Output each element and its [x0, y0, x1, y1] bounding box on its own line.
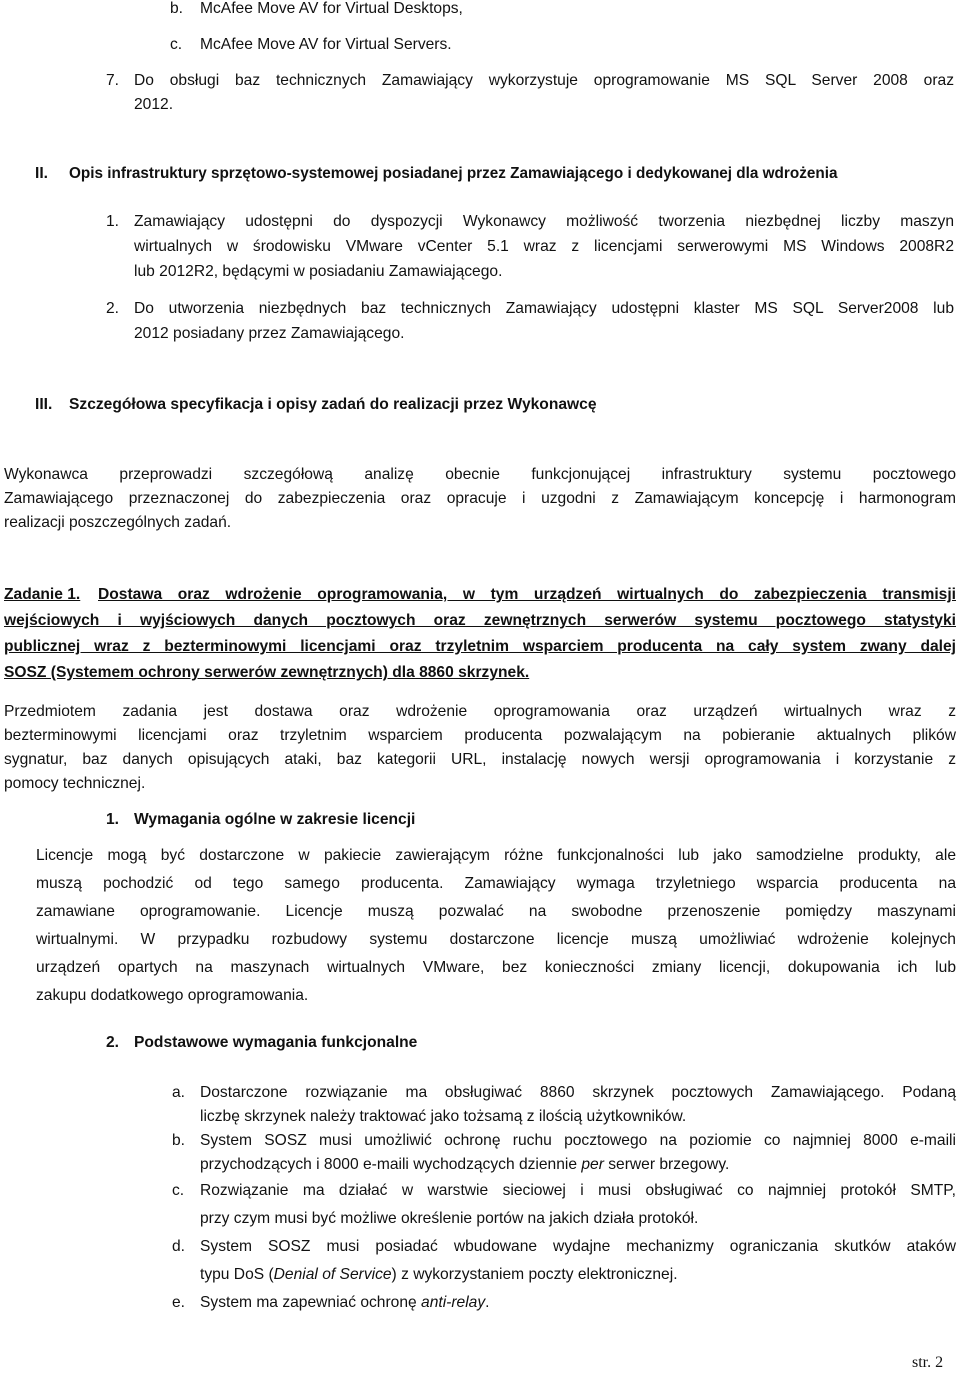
list-item-line: System SOSZ musi umożliwić ochronę ruchu pocztowego na poziomie co najmniej 8000 e-maili	[200, 1132, 956, 1149]
paragraph-line: Przedmiotem zadania jest dostawa oraz wdrożenie oprogramowania oraz urządzeń wirtualnych wraz z	[4, 703, 956, 720]
paragraph-line: sygnatur, baz danych opisujących ataki, baz kategorii URL, instalację nowych wersji oprogramowania i korzystanie z	[4, 751, 956, 768]
list-item-line	[200, 1156, 729, 1174]
paragraph-line: urządzeń opartych na maszynach wirtualnych VMware, bez konieczności zmiany licencji, dokupowania ich lub	[36, 959, 956, 976]
list-marker: a.	[172, 1084, 186, 1101]
list-item-line: System SOSZ musi posiadać wbudowane wydajne mechanizmy ograniczania skutków ataków	[200, 1238, 956, 1255]
item-text-line: Do utworzenia niezbędnych baz technicznych Zamawiający udostępni klaster MS SQL Server2008 lub	[134, 300, 954, 317]
text-run: System ma zapewniać ochronę	[200, 1294, 422, 1311]
paragraph-line: pomocy technicznej.	[4, 775, 146, 792]
page-number: str. 2	[912, 1354, 944, 1371]
list-item-text: McAfee Move AV for Virtual Desktops,	[200, 0, 463, 17]
list-marker: d.	[172, 1238, 186, 1255]
text-run: typu DoS (	[200, 1266, 274, 1283]
italic-run: anti-relay	[421, 1294, 486, 1311]
paragraph-line: Wykonawca przeprowadzi szczegółową analizę obecnie funkcjonującej infrastruktury systemu pocztowego	[4, 466, 956, 483]
text-run: serwer brzegowy.	[603, 1156, 730, 1173]
list-item-text: McAfee Move AV for Virtual Servers.	[200, 36, 452, 53]
paragraph-line: Zamawiającego przeznaczonej do zabezpieczenia oraz opracuje i uzgodni z Zamawiającym koncepcję i harmonogram	[4, 490, 956, 507]
item-text-line: Do obsługi baz technicznych Zamawiający wykorzystuje oprogramowanie MS SQL Server 2008 oraz	[134, 72, 954, 89]
paragraph-line: Licencje mogą być dostarczone w pakiecie zawierającym różne funkcjonalności lub jako samodzielne produkty, ale	[36, 847, 956, 864]
list-item-line: przy czym musi być możliwe określenie portów na jakich działa protokół.	[200, 1210, 699, 1227]
paragraph-line: realizacji poszczególnych zadań.	[4, 514, 232, 531]
text-run: ) z wykorzystaniem poczty elektronicznej.	[391, 1266, 678, 1283]
section-title: Opis infrastruktury sprzętowo-systemowej posiadanej przez Zamawiającego i dedykowanej dla wdrożenia	[69, 165, 838, 182]
list-marker: b.	[170, 0, 184, 17]
task-title-line: Dostawa oraz wdrożenie oprogramowania, w tym urządzeń wirtualnych do zabezpieczenia transmisji	[98, 586, 956, 603]
list-item-line: liczbę skrzynek należy traktować jako tożsamą z ilością użytkowników.	[200, 1108, 687, 1125]
text-run: przychodzących i 8000 e-maili wychodzących dziennie	[200, 1156, 582, 1173]
subsection-title: Podstawowe wymagania funkcjonalne	[134, 1034, 418, 1051]
text-run: .	[485, 1294, 490, 1311]
task-title-line: wejściowych i wyjściowych danych pocztowych oraz zewnętrznych serwerów systemu pocztowego statystyki	[4, 612, 956, 629]
item-marker: 7.	[106, 72, 120, 89]
subsection-marker: 1.	[106, 811, 120, 828]
italic-run: Denial of Service	[273, 1266, 392, 1283]
paragraph-line: bezterminowymi licencjami oraz trzyletnim wsparciem producenta pozwalającym na pobieranie aktualnych plików	[4, 727, 956, 744]
list-item-line	[200, 1294, 490, 1312]
section-marker: II.	[35, 165, 48, 182]
task-label: Zadanie 1.	[4, 586, 81, 603]
list-marker: b.	[172, 1132, 186, 1149]
task-title-line: SOSZ (Systemem ochrony serwerów zewnętrznych) dla 8860 skrzynek.	[4, 664, 530, 681]
list-marker: e.	[172, 1294, 186, 1311]
italic-run: per	[581, 1156, 604, 1173]
item-text-line: Zamawiający udostępni do dyspozycji Wykonawcy możliwość tworzenia niezbędnej liczby maszyn	[134, 213, 954, 230]
task-title-line: publicznej wraz z bezterminowymi licencjami oraz trzyletnim wsparciem producenta na cały system zwany dalej	[4, 638, 956, 655]
list-marker: c.	[170, 36, 183, 53]
item-text-line: 2012.	[134, 96, 174, 113]
paragraph-line: zamawiane oprogramowanie. Licencje muszą pozwalać na swobodne przenoszenie pomiędzy maszynami	[36, 903, 956, 920]
subsection-marker: 2.	[106, 1034, 120, 1051]
paragraph-line: muszą pochodzić od tego samego producenta. Zamawiający wymaga trzyletniego wsparcia producenta na	[36, 875, 956, 892]
section-marker: III.	[35, 396, 53, 413]
list-marker: c.	[172, 1182, 185, 1199]
item-marker: 1.	[106, 213, 120, 230]
item-text-line: lub 2012R2, będącymi w posiadaniu Zamawiającego.	[134, 263, 503, 280]
subsection-title: Wymagania ogólne w zakresie licencji	[134, 811, 416, 828]
item-text-line: 2012 posiadany przez Zamawiającego.	[134, 325, 405, 342]
item-text-line: wirtualnych w środowisku VMware vCenter 5.1 wraz z licencjami serwerowymi MS Windows 2008R2	[134, 238, 954, 255]
paragraph-line: wirtualnymi. W przypadku rozbudowy systemu dostarczone licencje muszą umożliwiać wdrożenie kolejnych	[36, 931, 956, 948]
item-marker: 2.	[106, 300, 120, 317]
paragraph-line: zakupu dodatkowego oprogramowania.	[36, 987, 309, 1004]
list-item-line: Rozwiązanie ma działać w warstwie sieciowej i musi obsługiwać co najmniej protokół SMTP,	[200, 1182, 956, 1199]
list-item-line: Dostarczone rozwiązanie ma obsługiwać 8860 skrzynek pocztowych Zamawiającego. Podaną	[200, 1084, 956, 1101]
list-item-line	[200, 1266, 678, 1284]
section-title: Szczegółowa specyfikacja i opisy zadań do realizacji przez Wykonawcę	[69, 396, 597, 413]
